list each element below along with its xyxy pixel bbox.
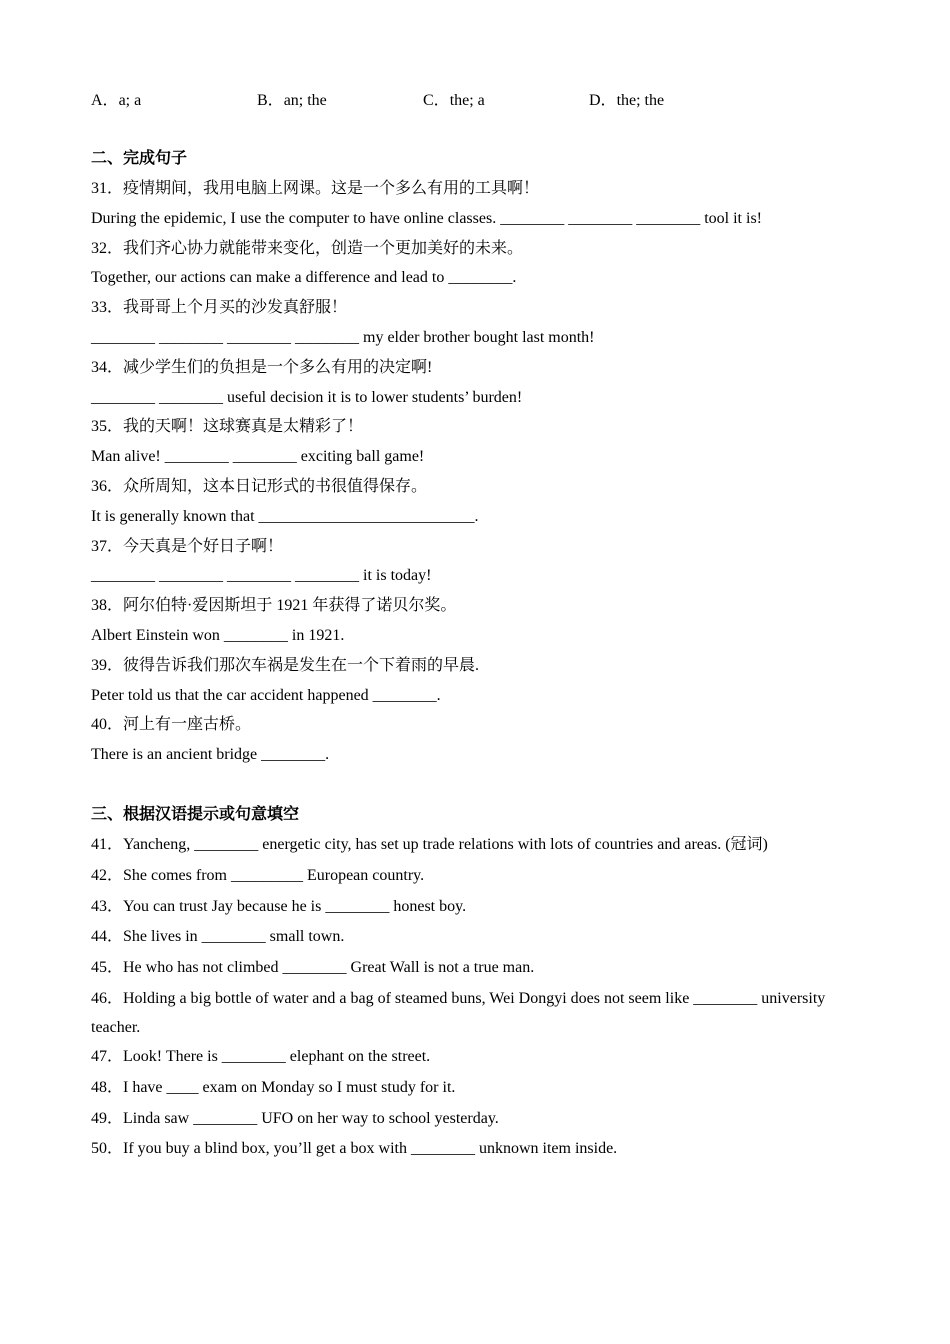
q39-english: Peter told us that the car accident happened ________.	[91, 686, 441, 704]
q47: 47．Look! There is ________ elephant on the street.	[91, 1047, 431, 1065]
section-fill-in-blanks	[91, 800, 871, 1165]
worksheet-page	[91, 88, 871, 1165]
q43: 43．You can trust Jay because he is ________ honest boy.	[91, 897, 467, 915]
option-a-text: a; a	[118, 92, 142, 109]
q31-chinese: 31．疫情期间，我用电脑上网课。这是一个多么有用的工具啊！	[91, 180, 540, 197]
q34-chinese: 34．减少学生们的负担是一个多么有用的决定啊!	[91, 358, 433, 376]
q33-chinese: 33．我哥哥上个月买的沙发真舒服！	[91, 299, 348, 317]
option-d	[589, 88, 755, 114]
q37-english: ________ ________ ________ ________ it is today!	[91, 567, 432, 585]
q49: 49．Linda saw ________ UFO on her way to school yesterday.	[91, 1109, 499, 1127]
q38-english: Albert Einstein won ________ in 1921.	[91, 626, 345, 644]
option-d-label: D．	[589, 92, 617, 109]
section-3-title: 三、根据汉语提示或句意填空	[91, 805, 300, 823]
section-complete-sentences	[91, 144, 871, 770]
q36-english: It is generally known that ___________________________.	[91, 507, 479, 525]
q37-chinese: 37．今天真是个好日子啊！	[91, 537, 284, 555]
q45: 45．He who has not climbed ________ Great Wall is not a true man.	[91, 959, 535, 977]
q41: 41．Yancheng, ________ energetic city, has set up trade relations with lots of countries and areas. (冠词)	[91, 835, 768, 853]
option-c	[423, 88, 589, 114]
q33-english: ________ ________ ________ ________ my elder brother bought last month!	[91, 328, 595, 346]
option-a	[91, 88, 257, 114]
option-a-label: A．	[91, 92, 119, 109]
q34-english: ________ ________ useful decision it is to lower students’ burden!	[91, 388, 523, 406]
q46: 46．Holding a big bottle of water and a bag of steamed buns, Wei Dongyi does not seem like ________ university teacher.	[91, 989, 826, 1036]
q31-english: During the epidemic, I use the computer to have online classes. ________ ________ ________ tool it is!	[91, 209, 762, 227]
q38-chinese: 38．阿尔伯特·爱因斯坦于 1921 年获得了诺贝尔奖。	[91, 597, 457, 615]
q50: 50．If you buy a blind box, you’ll get a box with ________ unknown item inside.	[91, 1140, 618, 1158]
option-c-text: the; a	[449, 92, 485, 109]
q42: 42．She comes from _________ European country.	[91, 866, 425, 884]
q40-english: There is an ancient bridge ________.	[91, 746, 330, 764]
q35-chinese: 35．我的天啊！这球赛真是太精彩了！	[91, 418, 364, 436]
q48: 48．I have ____ exam on Monday so I must study for it.	[91, 1078, 456, 1096]
option-d-text: the; the	[616, 92, 665, 109]
q40-chinese: 40．河上有一座古桥。	[91, 716, 252, 734]
q35-english: Man alive! ________ ________ exciting ball game!	[91, 448, 425, 466]
q36-chinese: 36．众所周知，这本日记形式的书很值得保存。	[91, 477, 428, 495]
q44: 44．She lives in ________ small town.	[91, 928, 345, 946]
option-c-label: C．	[423, 92, 450, 109]
option-b	[257, 88, 423, 114]
section-2-title: 二、完成句子	[91, 150, 188, 167]
q32-chinese: 32．我们齐心协力就能带来变化，创造一个更加美好的未来。	[91, 239, 524, 257]
q39-chinese: 39．彼得告诉我们那次车祸是发生在一个下着雨的早晨.	[91, 656, 480, 674]
q32-english: Together, our actions can make a difference and lead to ________.	[91, 269, 517, 287]
option-b-text: an; the	[283, 92, 327, 109]
option-b-label: B．	[257, 92, 284, 109]
answer-options-row	[91, 88, 871, 114]
